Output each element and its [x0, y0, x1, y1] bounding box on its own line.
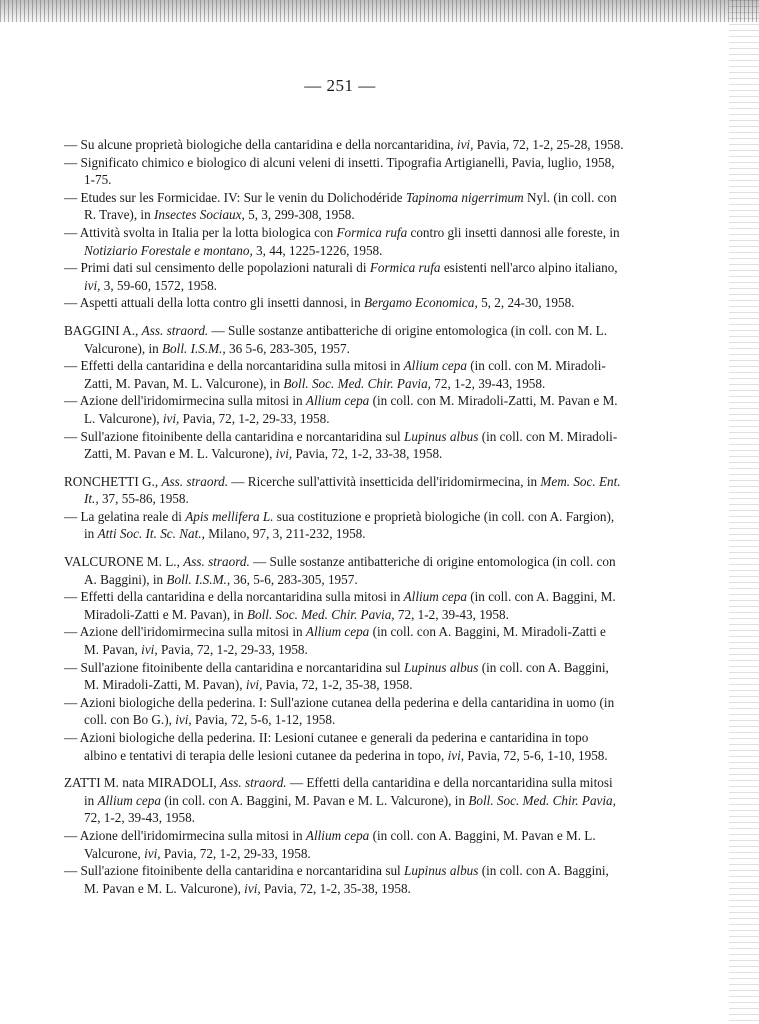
bibliography-entry: — Primi dati sul censimento delle popolazioni naturali di Formica rufa esistenti nell'arco alpino italiano, ivi, 3, 59-60, 1572, 1958.	[64, 260, 618, 293]
bibliography-entry: — Effetti della cantaridina e della norcantaridina sulla mitosi in Allium cepa (in coll. con A. Baggini, M. Miradoli-Zatti e M. Pavan), in Boll. Soc. Med. Chir. Pavia, 72, 1-2, 39-43, 1958.	[64, 589, 616, 622]
scan-edge-right	[729, 0, 759, 1024]
bibliography-entry: — Su alcune proprietà biologiche della cantaridina e della norcantaridina, ivi, Pavia, 72, 1-2, 25-28, 1958.	[64, 137, 624, 152]
author-name: ZATTI M. nata MIRADOLI,	[64, 775, 221, 791]
bibliography-entry: — Aspetti attuali della lotta contro gli insetti dannosi, in Bergamo Economica, 5, 2, 24-30, 1958.	[64, 295, 575, 311]
bibliography-entry: — La gelatina reale di Apis mellifera L. sua costituzione e proprietà biologiche (in coll. con A. Fargion), in Atti Soc. It. Sc. Nat., Milano, 97, 3, 211-232, 1958.	[64, 508, 615, 542]
author-name: RONCHETTI G.,	[64, 473, 162, 489]
bibliography-entry: — Azione dell'iridomirmecina sulla mitosi in Allium cepa (in coll. con A. Baggini, M. Pavan e M. L. Valcurone, ivi, Pavia, 72, 1-2, 29-33, 1958.	[64, 827, 596, 861]
bibliography-entry: — Azioni biologiche della pederina. II: Lesioni cutanee e generali da pederina e cantaridina in topo albino e tentativi di terapia delle lesioni cutanee da pederina in topo, ivi, Pavia, 72, 5-6, 1-10, 1958.	[64, 730, 608, 763]
bibliography-entry: — Etudes sur les Formicidae. IV: Sur le venin du Dolichodéride Tapinoma nigerrimum Nyl. (in coll. con R. Trave), in Insectes Sociaux, 5, 3, 299-308, 1958.	[64, 189, 617, 223]
author-name: VALCURONE M. L.,	[64, 554, 184, 570]
author-entry: RONCHETTI G., Ass. straord. — Ricerche sull'attività insetticida dell'iridomirmecina, in Mem. Soc. Ent. It., 37, 55-86, 1958.	[64, 473, 621, 507]
page-number: — 251 —	[304, 76, 376, 95]
author-entry: VALCURONE M. L., Ass. straord. — Sulle sostanze antibatteriche di origine entomologica (in coll. con A. Baggini), in Boll. I.S.M., 36, 5-6, 283-305, 1957.	[64, 554, 616, 587]
author-entry: ZATTI M. nata MIRADOLI, Ass. straord. — Effetti della cantaridina e della norcantaridina sulla mitosi in Allium cepa (in coll. con A. Baggini, M. Pavan e M. L. Valcurone), in Boll. Soc. Med. Chir. Pavia, 72, 1-2, 39-43, 1958.	[64, 775, 616, 826]
author-entry: BAGGINI A., Ass. straord. — Sulle sostanze antibatteriche di origine entomologica (in coll. con M. L. Valcurone), in Boll. I.S.M., 36 5-6, 283-305, 1957.	[64, 322, 608, 356]
bibliography-entry: — Significato chimico e biologico di alcuni veleni di insetti. Tipografia Artigianelli, Pavia, luglio, 1958, 1-75.	[64, 154, 615, 188]
author-name: BAGGINI A.,	[64, 322, 142, 338]
bibliography-entry: — Azioni biologiche della pederina. I: Sull'azione cutanea della pederina e della cantaridina in uomo (in coll. con Bo G.), ivi, Pavia, 72, 5-6, 1-12, 1958.	[64, 694, 615, 728]
bibliography-entry: — Azione dell'iridomirmecina sulla mitosi in Allium cepa (in coll. con A. Baggini, M. Miradoli-Zatti e M. Pavan, ivi, Pavia, 72, 1-2, 29-33, 1958.	[64, 624, 606, 658]
bibliography-entry: — Sull'azione fitoinibente della cantaridina e norcantaridina sul Lupinus albus (in coll. con M. Miradoli-Zatti, M. Pavan e M. L. Valcurone), ivi, Pavia, 72, 1-2, 33-38, 1958.	[64, 428, 618, 462]
bibliography-entry: — Attività svolta in Italia per la lotta biologica con Formica rufa contro gli insetti dannosi alle foreste, in Notiziario Forestale e montano, 3, 44, 1225-1226, 1958.	[64, 224, 620, 258]
bibliography-entry: — Effetti della cantaridina e della norcantaridina sulla mitosi in Allium cepa (in coll. con M. Miradoli-Zatti, M. Pavan, M. L. Valcurone), in Boll. Soc. Med. Chir. Pavia, 72, 1-2, 39-43, 1958.	[64, 358, 606, 391]
bibliography-entry: — Sull'azione fitoinibente della cantaridina e norcantaridina sul Lupinus albus (in coll. con A. Baggini, M. Pavan e M. L. Valcurone), ivi, Pavia, 72, 1-2, 35-38, 1958.	[64, 863, 609, 896]
bibliography-entry: — Sull'azione fitoinibente della cantaridina e norcantaridina sul Lupinus albus (in coll. con A. Baggini, M. Miradoli-Zatti, M. Pavan), ivi, Pavia, 72, 1-2, 35-38, 1958.	[64, 659, 609, 693]
bibliography-entry: — Azione dell'iridomirmecina sulla mitosi in Allium cepa (in coll. con M. Miradoli-Zatti, M. Pavan e M. L. Valcurone), ivi, Pavia, 72, 1-2, 29-33, 1958.	[64, 393, 618, 426]
bibliography-list	[64, 136, 624, 897]
scan-edge-top	[0, 0, 759, 22]
